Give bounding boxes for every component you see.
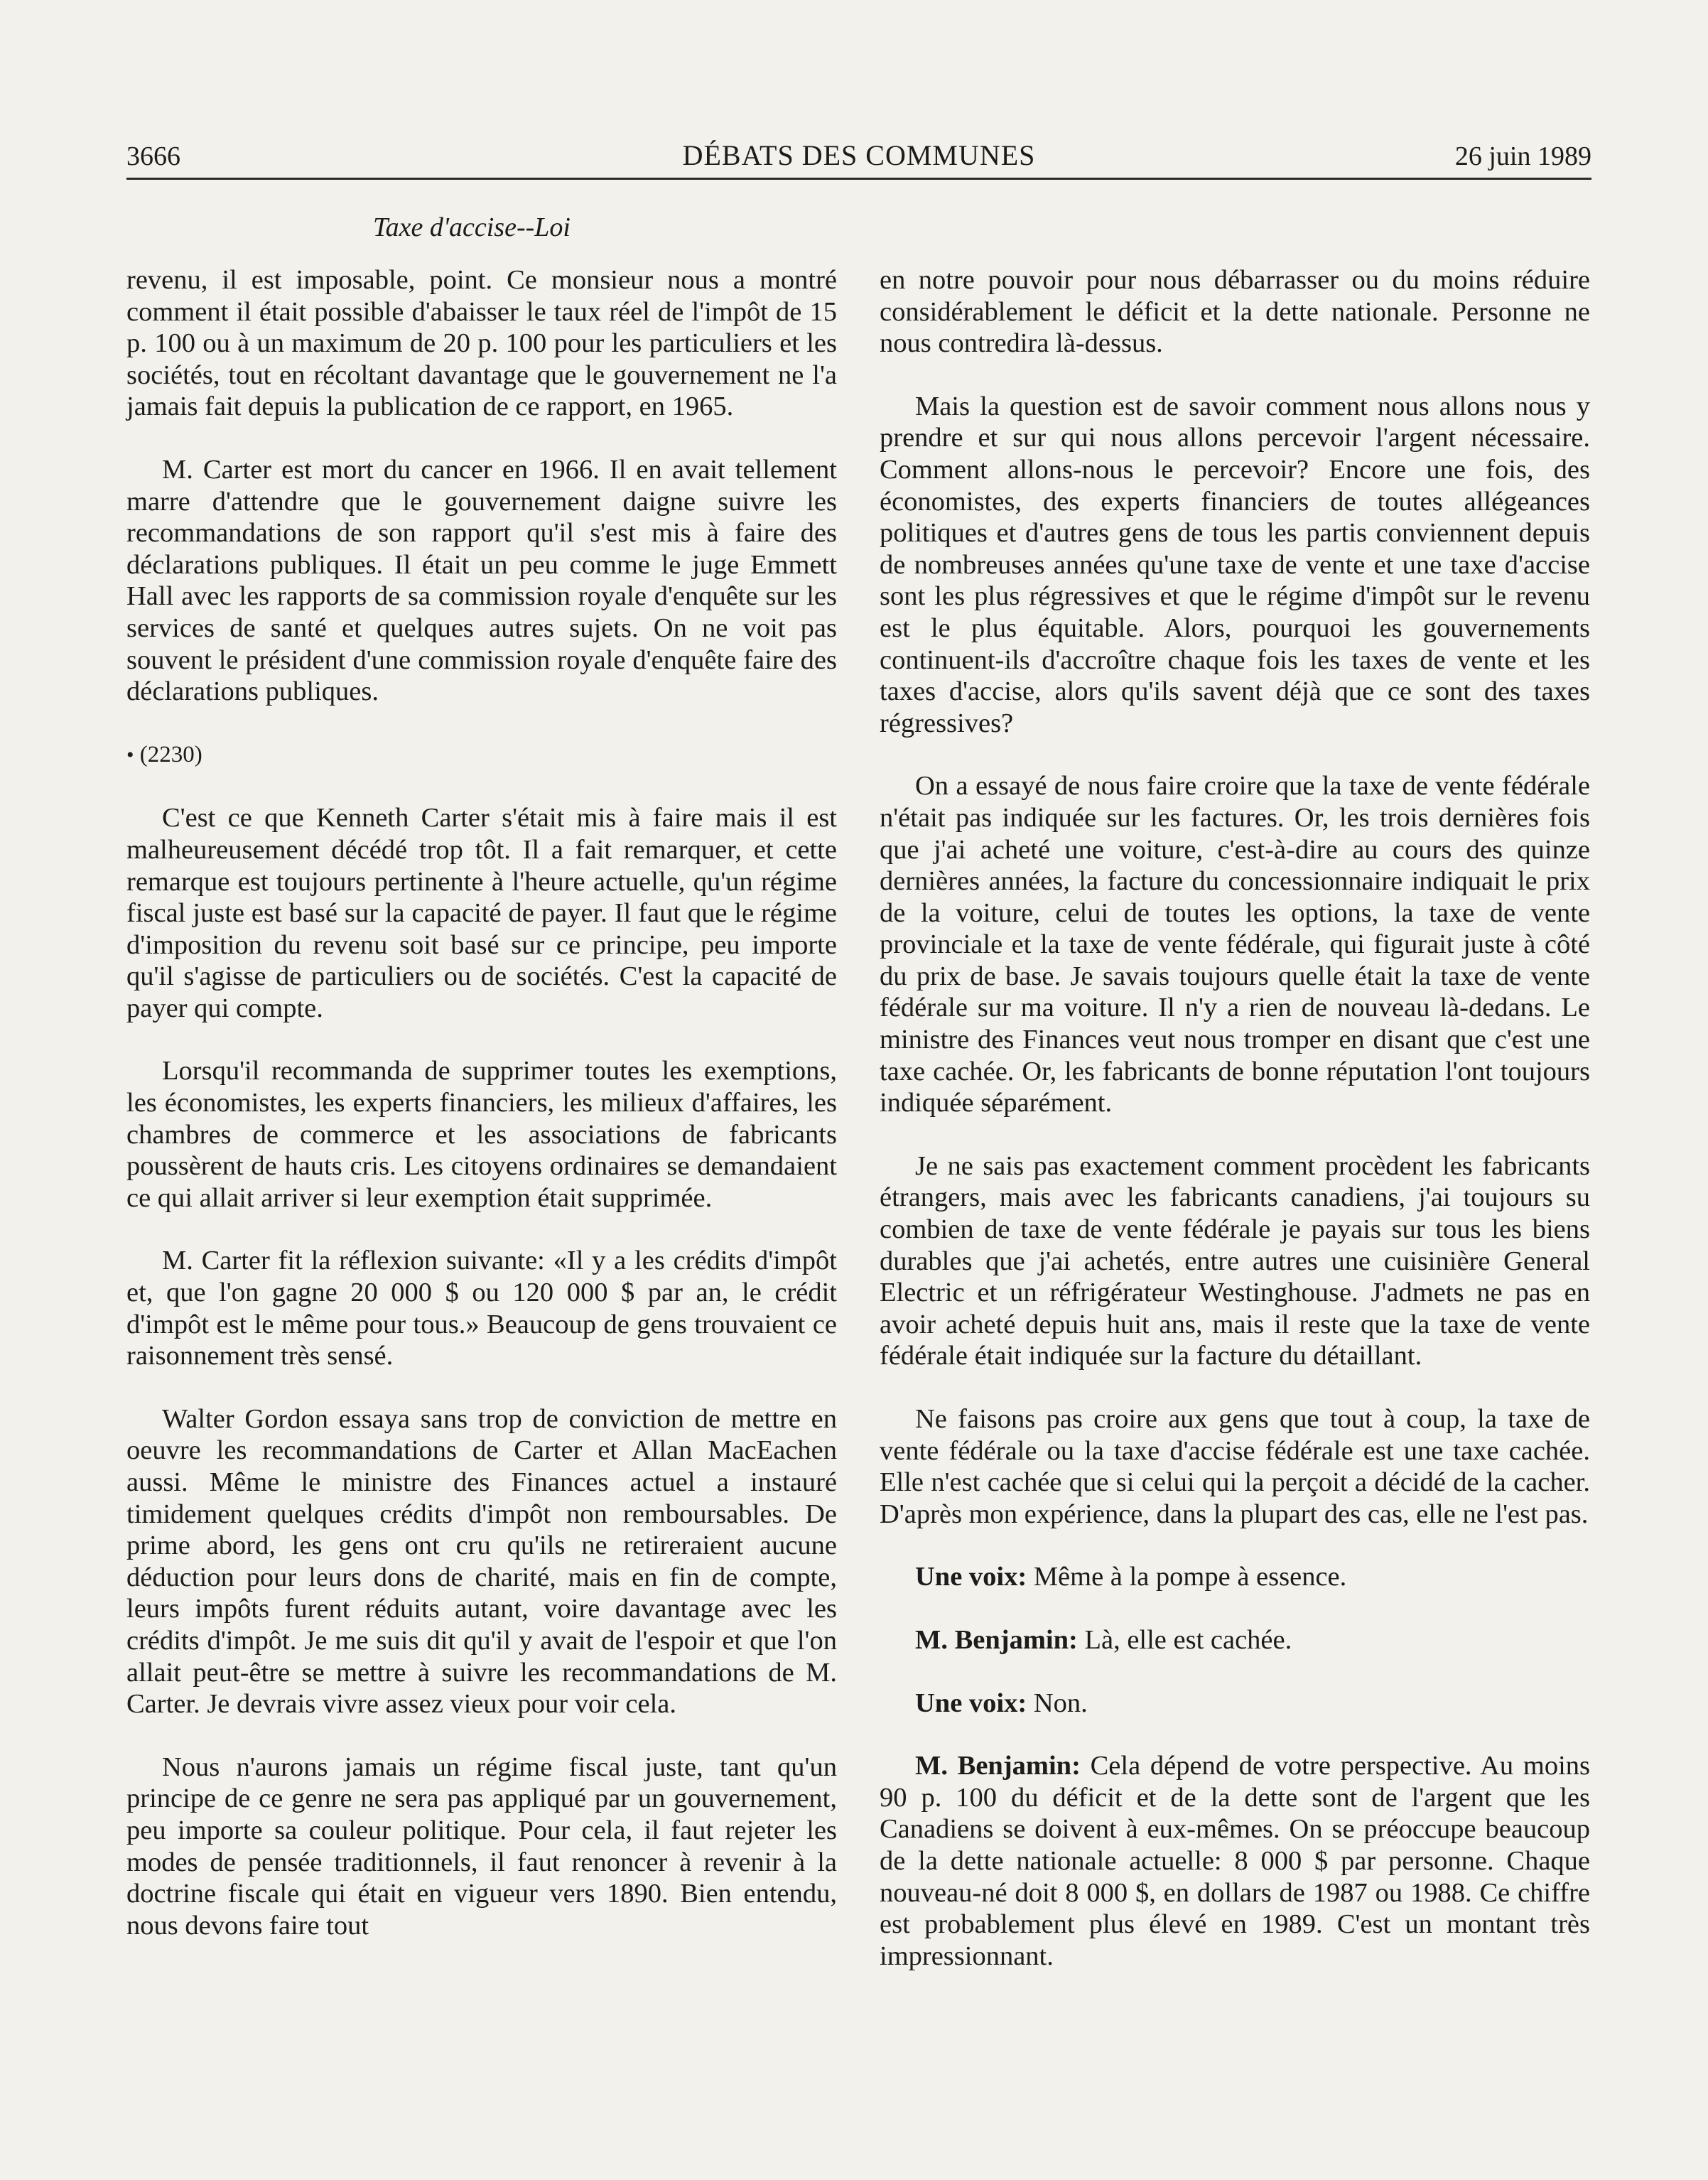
speaker-name: M. Benjamin: [915, 1624, 1078, 1655]
speaker-name: Une voix: [915, 1562, 1027, 1592]
paragraph: Je ne sais pas exactement comment procèdent les fabricants étrangers, mais avec les fabricants canadiens, j'ai toujours su combien de taxe de vente fédérale je payais sur tous les biens durables que j'ai achetés, entre autres une cuisinière General Electric et un réfrigérateur Westinghouse. J'admets ne pas en avoir acheté depuis huit ans, mais il reste que la taxe de vente fédérale était indiquée sur la facture du détaillant. [880, 1150, 1590, 1371]
speech-entry [880, 1688, 1590, 1720]
timestamp-marker [126, 739, 837, 772]
paragraph: Lorsqu'il recommanda de supprimer toutes les exemptions, les économistes, les experts financiers, les milieux d'affaires, les chambres de commerce et les associations de fabricants poussèrent de hauts cris. Les citoyens ordinaires se demandaient ce qui allait arriver si leur exemption était supprimée. [126, 1056, 837, 1213]
paragraph: C'est ce que Kenneth Carter s'était mis à faire mais il est malheureusement décédé trop tôt. Il a fait remarquer, et cette remarque est toujours pertinente à l'heure actuelle, qu'un régime fiscal juste est basé sur la capacité de payer. Il faut que le régime d'imposition du revenu soit basé sur ce principe, peu importe qu'il s'agisse de particuliers ou de sociétés. C'est la capacité de payer qui compte. [126, 803, 837, 1023]
paragraph: Ne faisons pas croire aux gens que tout à coup, la taxe de vente fédérale ou la taxe d'accise fédérale est une taxe cachée. Elle n'est cachée que si celui qui la perçoit a décidé de la cacher. D'après mon expérience, dans la plupart des cas, elle ne l'est pas. [880, 1404, 1590, 1529]
paragraph: On a essayé de nous faire croire que la taxe de vente fédérale n'était pas indiquée sur les factures. Or, les trois dernières fois que j'ai acheté une voiture, c'est-à-dire au cours des quinze dernières années, la facture du concessionnaire indiquait le prix de la voiture, celui de toutes les options, la taxe de vente provinciale et la taxe de vente fédérale, qui figurait juste à côté du prix de base. Je savais toujours quelle était la taxe de vente fédérale sur ma voiture. Il n'y a rien de nouveau là-dedans. Le ministre des Finances veut nous tromper en disant que c'est une taxe cachée. Or, les fabricants de bonne réputation l'ont toujours indiquée séparément. [880, 771, 1590, 1118]
speech-entry [880, 1624, 1590, 1656]
speech-text: Même à la pompe à essence. [1027, 1562, 1347, 1592]
right-column [880, 264, 1590, 2003]
paragraph: M. Carter fit la réflexion suivante: «Il y a les crédits d'impôt et, que l'on gagne 20 000 $ ou 120 000 $ par an, le crédit d'impôt est le même pour tous.» Beaucoup de gens trouvaient ce raisonnement très sensé. [126, 1246, 837, 1371]
speech-text: Non. [1027, 1688, 1088, 1718]
speech-text: Là, elle est cachée. [1077, 1624, 1292, 1655]
paragraph: Walter Gordon essaya sans trop de conviction de mettre en oeuvre les recommandations de Carter et Allan MacEachen aussi. Même le ministre des Finances actuel a instauré timidement quelques crédits d'impôt non remboursables. De prime abord, les gens ont cru qu'ils ne retireraient aucune déduction pour leurs dons de charité, mais en fin de compte, leurs impôts furent réduits autant, voire davantage avec les crédits d'impôt. Je me suis dit qu'il y avait de l'espoir et que l'on allait peut-être se mettre à suivre les recommandations de M. Carter. Je devrais vivre assez vieux pour voir cela. [126, 1403, 837, 1720]
paragraph: revenu, il est imposable, point. Ce monsieur nous a montré comment il était possible d'abaisser le taux réel de l'impôt de 15 p. 100 ou à un maximum de 20 p. 100 pour les particuliers et les sociétés, tout en récoltant davantage que le gouvernement ne l'a jamais fait depuis la publication de ce rapport, en 1965. [126, 265, 837, 422]
publication-title: DÉBATS DES COMMUNES [682, 139, 1036, 171]
publication-date: 26 juin 1989 [1454, 141, 1591, 171]
speech-entry [880, 1750, 1590, 1972]
paragraph: en notre pouvoir pour nous débarrasser ou du moins réduire considérablement le déficit et la dette nationale. Personne ne nous contredira là-dessus. [880, 265, 1590, 359]
left-column [126, 264, 837, 1973]
page-header [126, 135, 1591, 180]
timestamp: (2230) [139, 741, 202, 767]
paragraph: Mais la question est de savoir comment nous allons nous y prendre et sur qui nous allons percevoir l'argent nécessaire. Comment allons-nous le percevoir? Encore une fois, des économistes, des experts financiers de toutes allégeances politiques et d'autres gens de tous les partis conviennent depuis de nombreuses années qu'une taxe de vente et une taxe d'accise sont les plus régressives et que le régime d'impôt sur le revenu est le plus équitable. Alors, pourquoi les gouvernements continuent-ils d'accroître chaque fois les taxes de vente et les taxes d'accise, alors qu'ils savent déjà que ce sont des taxes régressives? [880, 391, 1590, 738]
running-head: Taxe d'accise--Loi [373, 212, 571, 242]
bullet-icon: • [126, 743, 134, 767]
page-number: 3666 [126, 141, 180, 171]
speech-entry [880, 1561, 1590, 1593]
paragraph: Nous n'aurons jamais un régime fiscal juste, tant qu'un principe de ce genre ne sera pas appliqué par un gouvernement, peu importe sa couleur politique. Pour cela, il faut rejeter les modes de pensée traditionnels, il faut renoncer à revenir à la doctrine fiscale qui était en vigueur vers 1890. Bien entendu, nous devons faire tout [126, 1752, 837, 1941]
speaker-name: M. Benjamin: [915, 1751, 1081, 1781]
speaker-name: Une voix: [915, 1688, 1027, 1718]
speech-text: Cela dépend de votre perspective. Au moins 90 p. 100 du déficit et de la dette sont de l'argent que les Canadiens se doivent à eux-mêmes. On se préoccupe beaucoup de la dette nationale actuelle: 8 000 $ par personne. Chaque nouveau-né doit 8 000 $, en dollars de 1987 ou 1988. Ce chiffre est probablement plus élevé en 1989. C'est un montant très impressionnant. [880, 1751, 1590, 1971]
paragraph: M. Carter est mort du cancer en 1966. Il en avait tellement marre d'attendre que le gouvernement daigne suivre les recommandations de son rapport qu'il s'est mis à faire des déclarations publiques. Il était un peu comme le juge Emmett Hall avec les rapports de sa commission royale d'enquête sur les services de santé et quelques autres sujets. On ne voit pas souvent le président d'une commission royale d'enquête faire des déclarations publiques. [126, 454, 837, 707]
